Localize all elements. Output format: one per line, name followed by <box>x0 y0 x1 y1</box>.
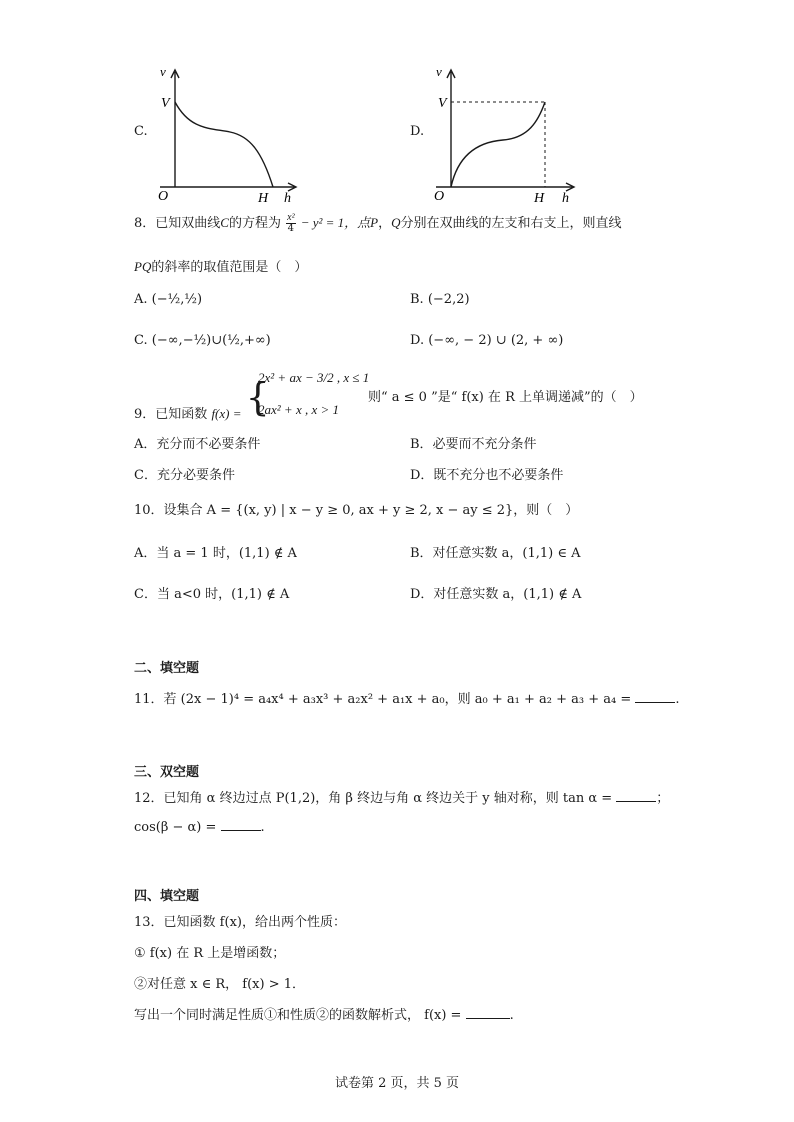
q13-line-1 <box>134 911 346 930</box>
q7-option-d-label: D. <box>410 124 425 139</box>
q9-stem <box>134 372 270 422</box>
curve <box>175 102 273 187</box>
q13-line-4 <box>134 1004 514 1023</box>
q12-text-2: cos(β − α) = <box>134 820 217 835</box>
q8-option-a[interactable] <box>134 292 202 307</box>
q12-answer-blank-2[interactable] <box>221 818 261 831</box>
axis-label-v: v <box>436 64 442 79</box>
q7-option-c-graph <box>150 60 310 205</box>
q8-var-P: P <box>370 215 379 230</box>
q12-line-1 <box>134 787 669 806</box>
q9-number: 9． <box>134 407 156 422</box>
q8-option-b-label: B. <box>410 292 424 307</box>
q8-option-b[interactable] <box>410 292 470 307</box>
q8-fraction: $\frac{\text{x²}}{4}$ <box>287 212 295 234</box>
q12-answer-blank-1[interactable] <box>616 789 656 802</box>
q11-end: . <box>675 692 680 707</box>
q13-property-1: ① f(x) 在 R 上是增函数； <box>134 946 286 961</box>
q13-property-2: ②对任意 x ∈ R， f(x) > 1． <box>134 977 305 992</box>
q11-text: 若 (2x − 1)⁴ = a₄x⁴ + a₃x³ + a₂x² + a₁x + a₀，则 a₀ + a₁ + a₂ + a₃ + a₄ = <box>163 692 632 707</box>
q12-line-2 <box>134 818 265 835</box>
q9-option-b[interactable]: B．必要而不充分条件 <box>410 437 537 452</box>
q8-number: 8． <box>134 216 156 231</box>
q9-option-d[interactable]: D．既不充分也不必要条件 <box>410 468 564 483</box>
q8-option-d-text: (−∞, − 2) ∪ (2, + ∞) <box>428 333 564 348</box>
q13-number: 13． <box>134 915 164 930</box>
q9-brace: { <box>245 375 270 419</box>
q8-equation-tail: − y² = 1，点 <box>300 215 371 230</box>
q8-text-4: ， <box>378 216 392 231</box>
q7-option-d-graph <box>428 60 588 205</box>
q13-text-4: 写出一个同时满足性质①和性质②的函数解析式， f(x) = <box>134 1008 462 1023</box>
q13-answer-blank[interactable] <box>466 1006 510 1019</box>
q8-option-c-label: C. <box>134 333 148 348</box>
q11-stem <box>134 688 680 707</box>
q10-option-a[interactable]: A．当 a = 1 时，(1,1) ∉ A <box>134 546 297 561</box>
q8-option-c-text: (−∞,−½)∪(½,+∞) <box>151 333 271 348</box>
q10-number: 10． <box>134 503 164 518</box>
label-O: O <box>158 189 169 204</box>
q8-var-PQ: PQ <box>134 259 152 274</box>
axis-label-v: v <box>160 64 166 79</box>
curve <box>451 102 545 187</box>
q10-text: 设集合 A = {(x, y) | x − y ≥ 0, ax + y ≥ 2, x − ay ≤ 2}，则（ ） <box>163 503 579 518</box>
q8-option-b-text: (−2,2) <box>427 292 470 307</box>
section-4-title: 四、填空题 <box>134 889 200 904</box>
q8-var-Q: Q <box>391 215 401 230</box>
q12-text-1: 已知角 α 终边过点 P(1,2)，角 β 终边与角 α 终边关于 y 轴对称，则 tan α = <box>163 791 613 806</box>
q9-option-a[interactable]: A．充分而不必要条件 <box>134 437 261 452</box>
label-V: V <box>161 96 170 111</box>
q8-option-a-label: A. <box>134 292 148 307</box>
q10-option-b[interactable]: B．对任意实数 a，(1,1) ∈ A <box>410 546 581 561</box>
q11-answer-blank[interactable] <box>635 690 675 703</box>
q13-text-1: 已知函数 f(x)，给出两个性质： <box>163 915 346 930</box>
page-footer: 试卷第 2 页，共 5 页 <box>334 1076 460 1091</box>
label-V: V <box>438 96 447 111</box>
q9-condition-text: 则“ a ≤ 0 ”是“ f(x) 在 R 上单调递减”的（ ） <box>368 390 643 405</box>
label-H: H <box>258 191 269 205</box>
q8-option-d[interactable] <box>410 333 563 348</box>
q12-number: 12． <box>134 791 164 806</box>
axis-label-h: h <box>562 191 569 205</box>
q8-var-C: C <box>220 215 229 230</box>
q9-option-c[interactable]: C．充分必要条件 <box>134 468 235 483</box>
q9-case-2: 2ax² + x , x > 1 <box>258 402 340 417</box>
q13-end: . <box>509 1008 514 1023</box>
q8-text-6: 的斜率的取值范围是（ ） <box>151 260 308 275</box>
q11-number: 11． <box>134 692 164 707</box>
q9-case-1: 2x² + ax − 3/2 , x ≤ 1 <box>258 370 370 385</box>
q10-stem <box>134 499 578 518</box>
q12-line2-end: . <box>260 820 265 835</box>
axis-label-h: h <box>284 191 291 205</box>
q8-option-a-text: (−½,½) <box>151 292 203 307</box>
q7-option-c-label: C. <box>134 124 148 139</box>
label-O: O <box>434 189 445 204</box>
q12-line1-end: ； <box>656 791 670 806</box>
q8-text-2: 的方程为 <box>228 216 281 231</box>
q8-option-c[interactable] <box>134 333 271 348</box>
q8-text-5: 分别在双曲线的左支和右支上，则直线 <box>400 216 622 231</box>
q8-stem-line1 <box>134 212 622 234</box>
q8-option-d-label: D. <box>410 333 425 348</box>
section-3-title: 三、双空题 <box>134 765 200 780</box>
q10-option-c[interactable]: C．当 a<0 时，(1,1) ∉ A <box>134 587 290 602</box>
q9-text-1: 已知函数 <box>155 407 208 422</box>
section-2-title: 二、填空题 <box>134 661 200 676</box>
q8-text-1: 已知双曲线 <box>155 216 221 231</box>
q10-option-d[interactable]: D．对任意实数 a，(1,1) ∉ A <box>410 587 582 602</box>
label-H: H <box>534 191 545 205</box>
q9-function-name: f(x) = <box>211 406 242 421</box>
q8-stem-line2 <box>134 256 307 275</box>
